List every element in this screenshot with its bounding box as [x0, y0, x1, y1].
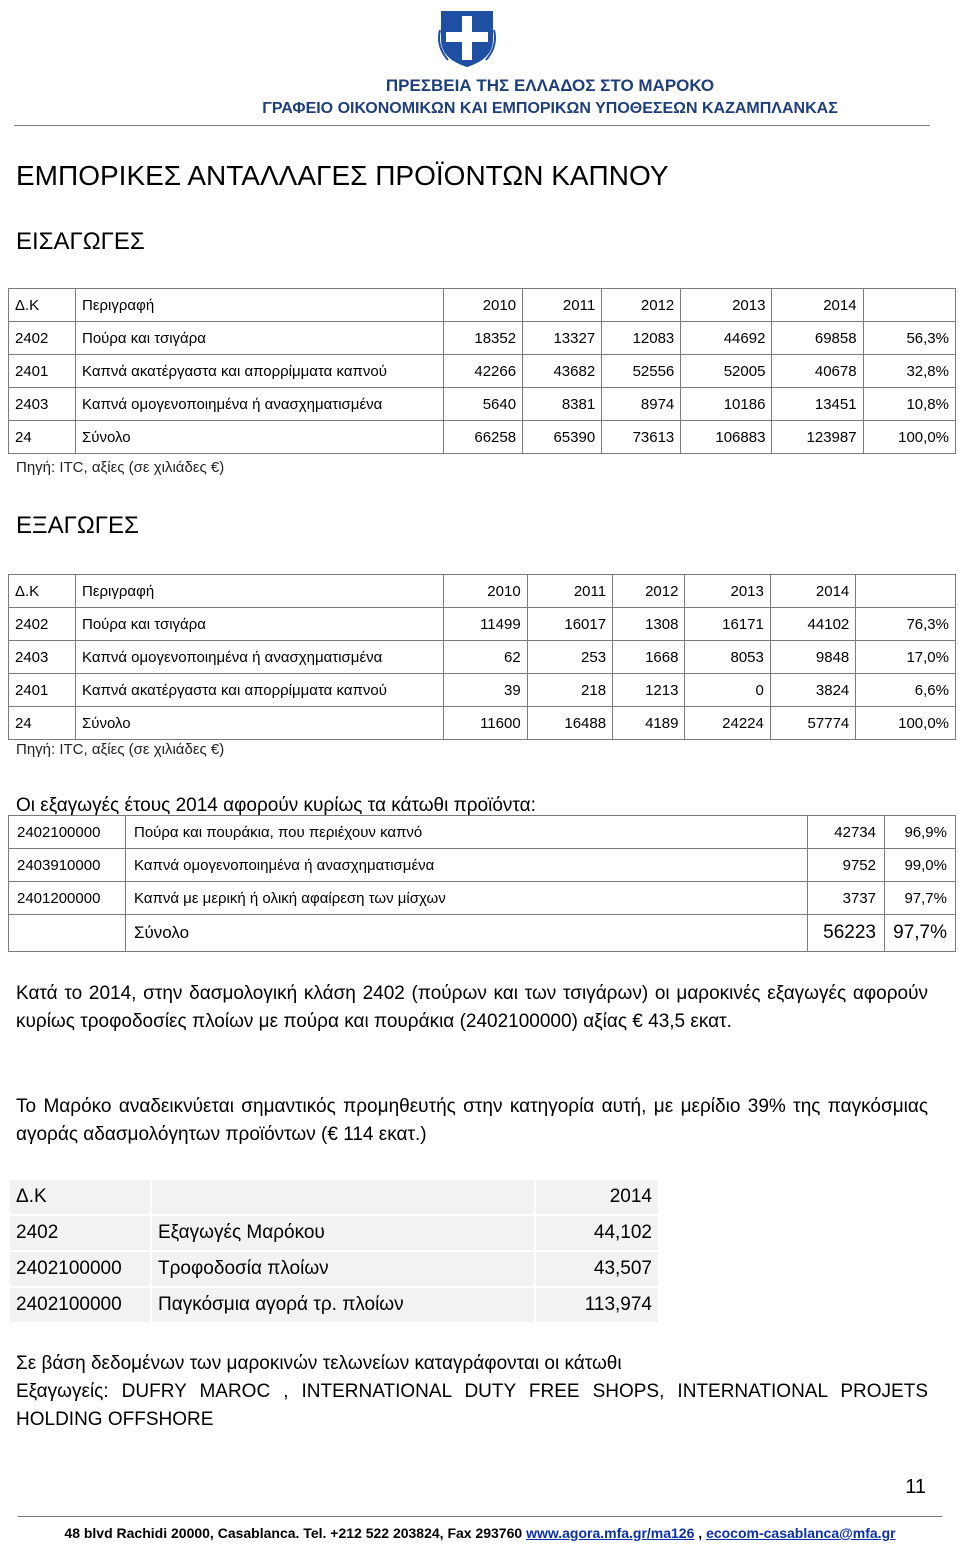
cell-share: 6,6%: [856, 674, 956, 707]
cell-value: 16488: [527, 707, 612, 740]
cell-value: 18352: [444, 322, 523, 355]
col-2011: 2011: [527, 575, 612, 608]
col-2014: 2014: [535, 1179, 659, 1215]
cell-value: 42266: [444, 355, 523, 388]
exports-table: [8, 574, 956, 740]
cell-code: 2403: [9, 388, 76, 421]
imports-heading: ΕΙΣΑΓΩΓΕΣ: [16, 228, 145, 255]
cell-value: 11600: [444, 707, 528, 740]
cell-value: 1308: [613, 608, 685, 641]
col-share: [856, 575, 956, 608]
cell-value: 16171: [685, 608, 770, 641]
col-2014: 2014: [772, 289, 863, 322]
col-code: Δ.Κ: [9, 1179, 151, 1215]
cell-value: 11499: [444, 608, 528, 641]
cell-share: 56,3%: [863, 322, 955, 355]
table-row: [9, 674, 956, 707]
cell-share: 10,8%: [863, 388, 955, 421]
cell-value: 113,974: [535, 1287, 659, 1323]
header-embassy: ΠΡΕΣΒΕΙΑ ΤΗΣ ΕΛΛΑΔΟΣ ΣΤΟ ΜΑΡΟΚΟ: [385, 76, 715, 95]
col-description: Περιγραφή: [76, 289, 444, 322]
col-code: Δ.Κ: [9, 575, 76, 608]
cell-code: 2401: [9, 355, 76, 388]
table-header-row: [9, 575, 956, 608]
cell-value: 4189: [613, 707, 685, 740]
cell-value: 3737: [808, 882, 885, 915]
cell-value: 13451: [772, 388, 863, 421]
cell-value: 5640: [444, 388, 523, 421]
cell-value: 1668: [613, 641, 685, 674]
cell-value: 3824: [770, 674, 855, 707]
col-2013: 2013: [685, 575, 770, 608]
footer-divider: [18, 1516, 942, 1517]
cell-value: 40678: [772, 355, 863, 388]
cell-code: 2402100000: [9, 816, 126, 849]
header-divider: [14, 125, 930, 126]
cell-value: 13327: [523, 322, 602, 355]
cell-description: Καπνά με μερική ή ολική αφαίρεση των μίσχων: [126, 882, 808, 915]
cell-value: 69858: [772, 322, 863, 355]
table-row: [9, 882, 956, 915]
footer-email-link[interactable]: ecocom-casablanca@mfa.gr: [706, 1525, 896, 1541]
cell-description: Πούρα και τσιγάρα: [76, 322, 444, 355]
paragraph-2014-exports: Κατά το 2014, στην δασμολογική κλάση 2402 (πούρων και των τσιγάρων) οι μαροκινές εξαγωγές αφορούν κυρίως τροφοδοσίες πλοίων με πούρα και πουράκια (2402100000) αξίας € 43,5 εκατ.: [16, 983, 928, 1032]
col-share: [863, 289, 955, 322]
cell-description: Καπνά ακατέργαστα και απορρίμματα καπνού: [76, 355, 444, 388]
cell-code: 2401: [9, 674, 76, 707]
cell-share: 97,7%: [885, 915, 956, 952]
cell-code: 2402: [9, 608, 76, 641]
cell-code: 2402: [9, 1215, 151, 1251]
col-code: Δ.Κ: [9, 289, 76, 322]
imports-table: [8, 288, 956, 454]
cell-value: 66258: [444, 421, 523, 454]
cell-share: 32,8%: [863, 355, 955, 388]
cell-share: 100,0%: [856, 707, 956, 740]
cell-code: [9, 915, 126, 952]
cell-code: 2403: [9, 641, 76, 674]
cell-value: 123987: [772, 421, 863, 454]
cell-value: 16017: [527, 608, 612, 641]
cell-code: 2402: [9, 322, 76, 355]
cell-value: 1213: [613, 674, 685, 707]
col-2014: 2014: [770, 575, 855, 608]
exports-source: Πηγή: ITC, αξίες (σε χιλιάδες €): [16, 741, 225, 758]
cell-description: Παγκόσμια αγορά τρ. πλοίων: [151, 1287, 535, 1323]
paragraph-customs: Σε βάση δεδομένων των μαροκινών τελωνείων καταγράφονται οι κάτωθι: [16, 1353, 622, 1374]
cell-description: Σύνολο: [76, 707, 444, 740]
cell-description: Τροφοδοσία πλοίων: [151, 1251, 535, 1287]
cell-description: Πούρα και τσιγάρα: [76, 608, 444, 641]
table-row: [9, 388, 956, 421]
table-header-row: [9, 1179, 659, 1215]
table-row: [9, 1251, 659, 1287]
table-row: [9, 816, 956, 849]
cell-share: 99,0%: [885, 849, 956, 882]
table-row-total: [9, 915, 956, 952]
cell-code: 2403910000: [9, 849, 126, 882]
cell-value: 42734: [808, 816, 885, 849]
exports-heading: ΕΞΑΓΩΓΕΣ: [16, 512, 139, 539]
table-row: [9, 1215, 659, 1251]
cell-code: 2402100000: [9, 1251, 151, 1287]
cell-code: 2402100000: [9, 1287, 151, 1323]
footer-address: 48 blvd Rachidi 20000, Casablanca. Tel. +212 522 203824, Fax 293760: [64, 1525, 527, 1541]
col-description: [151, 1179, 535, 1215]
footer-separator: ,: [694, 1525, 707, 1541]
page-title: ΕΜΠΟΡΙΚΕΣ ΑΝΤΑΛΛΑΓΕΣ ΠΡΟΪΟΝΤΩΝ ΚΑΠΝΟΥ: [16, 160, 669, 191]
cell-value: 0: [685, 674, 770, 707]
cell-code: 24: [9, 421, 76, 454]
footer: [0, 1525, 960, 1541]
col-2010: 2010: [444, 575, 528, 608]
cell-share: 100,0%: [863, 421, 955, 454]
cell-value: 52556: [602, 355, 681, 388]
table-row: [9, 641, 956, 674]
col-2013: 2013: [681, 289, 772, 322]
table-row: [9, 849, 956, 882]
cell-description: Καπνά ακατέργαστα και απορρίμματα καπνού: [76, 674, 444, 707]
cell-value: 56223: [808, 915, 885, 952]
cell-value: 43,507: [535, 1251, 659, 1287]
cell-description: Σύνολο: [76, 421, 444, 454]
cell-value: 57774: [770, 707, 855, 740]
cell-value: 65390: [523, 421, 602, 454]
cell-share: 76,3%: [856, 608, 956, 641]
table-header-row: [9, 289, 956, 322]
cell-share: 96,9%: [885, 816, 956, 849]
cell-value: 9848: [770, 641, 855, 674]
table-row: [9, 355, 956, 388]
cell-value: 9752: [808, 849, 885, 882]
cell-value: 8053: [685, 641, 770, 674]
table-row: [9, 1287, 659, 1323]
cell-value: 44102: [770, 608, 855, 641]
cell-value: 44692: [681, 322, 772, 355]
page-number: 11: [905, 1476, 926, 1498]
cell-value: 52005: [681, 355, 772, 388]
cell-value: 43682: [523, 355, 602, 388]
table-row: [9, 608, 956, 641]
cell-value: 218: [527, 674, 612, 707]
imports-source: Πηγή: ITC, αξίες (σε χιλιάδες €): [16, 459, 225, 476]
cell-value: 8974: [602, 388, 681, 421]
col-2010: 2010: [444, 289, 523, 322]
cell-value: 24224: [685, 707, 770, 740]
cell-description: Πούρα και πουράκια, που περιέχουν καπνό: [126, 816, 808, 849]
table-row-total: [9, 421, 956, 454]
col-2011: 2011: [523, 289, 602, 322]
cell-value: 253: [527, 641, 612, 674]
greek-emblem-icon: [438, 6, 496, 68]
col-description: Περιγραφή: [76, 575, 444, 608]
cell-description: Σύνολο: [126, 915, 808, 952]
cell-description: Καπνά ομογενοποιημένα ή ανασχηματισμένα: [76, 388, 444, 421]
cell-share: 97,7%: [885, 882, 956, 915]
header-office: ΓΡΑΦΕΙΟ ΟΙΚΟΝΟΜΙΚΩΝ ΚΑΙ ΕΜΠΟΡΙΚΩΝ ΥΠΟΘΕΣΕΩΝ ΚΑΖΑΜΠΛΑΝΚΑΣ: [262, 100, 838, 117]
col-2012: 2012: [602, 289, 681, 322]
cell-code: 2401200000: [9, 882, 126, 915]
ship-supply-table: [8, 1178, 660, 1324]
cell-value: 106883: [681, 421, 772, 454]
paragraph-exporters: Εξαγωγείς: DUFRY MAROC , INTERNATIONAL DUTY FREE SHOPS, INTERNATIONAL PROJETS HOLDING OFFSHORE: [16, 1381, 928, 1430]
cell-value: 10186: [681, 388, 772, 421]
cell-value: 73613: [602, 421, 681, 454]
products-table: [8, 815, 956, 952]
cell-value: 39: [444, 674, 528, 707]
footer-website-link[interactable]: www.agora.mfa.gr/ma126: [526, 1525, 695, 1541]
col-2012: 2012: [613, 575, 685, 608]
cell-description: Εξαγωγές Μαρόκου: [151, 1215, 535, 1251]
table-row: [9, 322, 956, 355]
table-row-total: [9, 707, 956, 740]
cell-value: 12083: [602, 322, 681, 355]
cell-value: 44,102: [535, 1215, 659, 1251]
cell-value: 8381: [523, 388, 602, 421]
cell-description: Καπνά ομογενοποιημένα ή ανασχηματισμένα: [126, 849, 808, 882]
cell-code: 24: [9, 707, 76, 740]
paragraph-morocco-share: Το Μαρόκο αναδεικνύεται σημαντικός προμηθευτής στην κατηγορία αυτή, με μερίδιο 39% της παγκόσμιας αγοράς αδασμολόγητων προϊόντων (€ 114 εκατ.): [16, 1096, 928, 1145]
products-heading: Οι εξαγωγές έτους 2014 αφορούν κυρίως τα κάτωθι προϊόντα:: [16, 795, 536, 816]
cell-description: Καπνά ομογενοποιημένα ή ανασχηματισμένα: [76, 641, 444, 674]
cell-share: 17,0%: [856, 641, 956, 674]
cell-value: 62: [444, 641, 528, 674]
